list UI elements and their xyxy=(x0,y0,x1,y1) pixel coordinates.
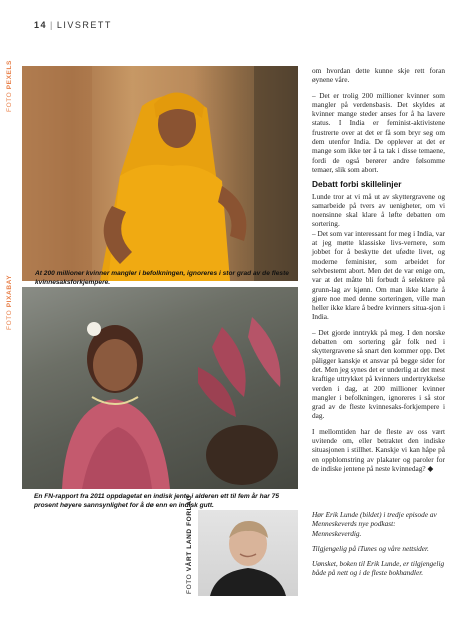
article-paragraph: – Det som var interessant for meg i India, var at jeg møtte klassiske livs-vernere, som jobbet for å beskytte det ufødte livet, og moderne feminister, som arbeidet for selvbestemt abort. Men det de var enige om, var at det måtte bli forbudt å selektere på grunn-lag av kjønn. Om man ikke klarte å gjøre noe med denne sorteringen, ville man heller ikke klare å bedre kvinners situa-sjon i India. xyxy=(312,228,445,322)
photo-erik-lunde xyxy=(198,510,298,596)
promo-availability: Tilgjengelig på iTunes og våre nettsider. xyxy=(312,543,429,553)
promo-podcast: Hør Erik Lunde (bildet) i tredje episode av Menneskeverds nye podkast: Menneskeverdig. xyxy=(312,510,437,538)
photo-young-girl xyxy=(22,287,298,489)
photo-credit-pexels: FOTO PEXELS xyxy=(6,60,13,112)
girl-illustration xyxy=(22,287,298,489)
article-column xyxy=(312,66,445,479)
portrait-illustration xyxy=(198,510,298,596)
article-paragraph: om hvordan dette kunne skje rett foran øynene våre. xyxy=(312,66,445,85)
article-paragraph: Lunde tror at vi må ut av skyttergravene og samarbeide på tvers av uenigheter, om vi noensinne skal klare å løfte debatten om sortering. xyxy=(312,191,445,229)
page-header xyxy=(34,20,112,30)
photo-caption-2: En FN-rapport fra 2011 oppdagetat en indisk jente i alderen ett til fem år har 75 prosent høyere sannsynlighet for å dø enn en indisk gutt. xyxy=(34,493,280,509)
woman-illustration xyxy=(22,66,298,281)
promo-book: Uønsket, boken til Erik Lunde, er tilgjengelig både på nett og i de fleste bokhandler. xyxy=(312,559,445,578)
page-number: 14 xyxy=(34,20,48,30)
photo-caption-1: At 200 millioner kvinner mangler i befolkningen, ignoreres i stor grad av de fleste kvinnesaksforkjempere. xyxy=(35,270,289,286)
header-separator: | xyxy=(50,20,54,30)
photo-credit-pixabay: FOTO PIXABAY xyxy=(6,274,13,330)
article-paragraph: – Det er trolig 200 millioner kvinner som mangler på verdensbasis. Det skyldes at kvinner mange steder anses for å ha lavere status. I India er feminist-aktivistene frustrerte over at det er få som bryr seg om dem utenfor India. De opplever at det er mange som ikke tør å ta tak i disse temaene, fordi de også berører andre følsomme temaer, slik som abort. xyxy=(312,90,445,174)
promo-box xyxy=(312,510,445,584)
photo-credit-vart-land: FOTO VÅRT LAND FORLAG xyxy=(186,494,193,594)
article-subheading: Debatt forbi skillelinjer xyxy=(312,179,402,190)
photo-woman-in-sari xyxy=(22,66,298,281)
section-title: LIVSRETT xyxy=(56,20,112,30)
article-paragraph: I mellomtiden har de fleste av oss vært uvitende om, eller betraktet den indiske situasjonen i stillhet. Kanskje vi kan håpe på en oppblomstring av plakater og paroler for de indiske jentene på neste kvinnedag? ◆ xyxy=(312,426,445,473)
article-paragraph: – Det gjorde inntrykk på meg. I den norske debatten om sortering går folk ned i skyttergravene så snart den kommer opp. Det påligger kanskje et ansvar på begge sider for det. Men jeg synes det er underlig at det mest kraftige uttrykket på kvinners undertrykkelse verden i dag, at 200 millioner kvinner mangler i befolkningen, ignoreres i så stor grad av de fleste kvinnesaks-forkjempere i dag. xyxy=(312,327,445,421)
